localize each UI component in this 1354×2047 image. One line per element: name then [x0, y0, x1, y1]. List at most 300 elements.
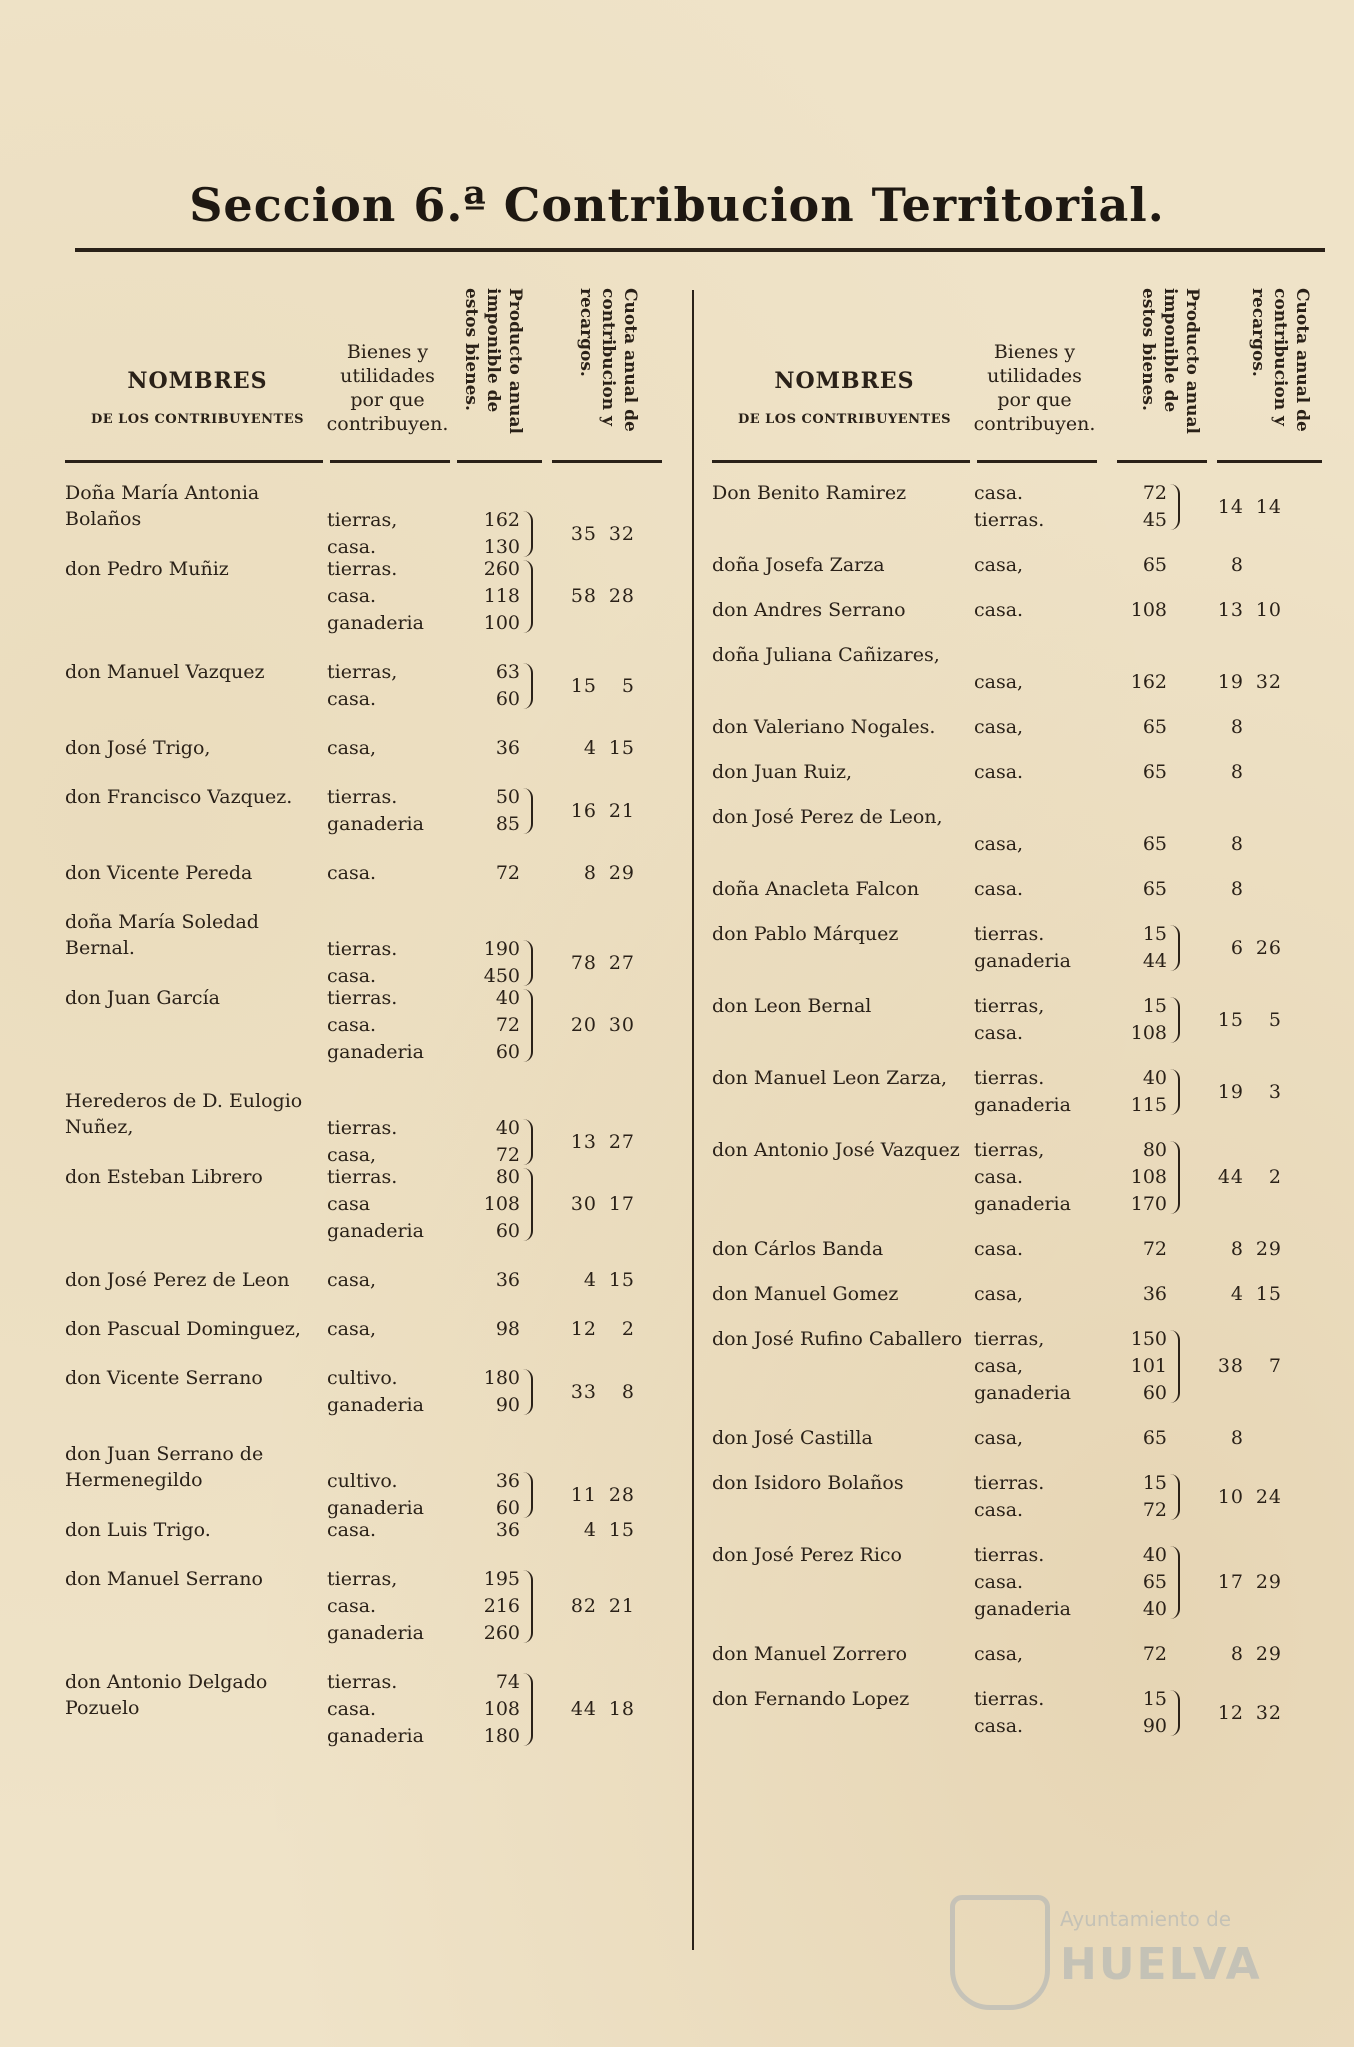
left-column	[65, 280, 677, 1980]
title-rule	[75, 248, 1325, 252]
goods-item: ganaderia	[327, 1220, 424, 1242]
cuota-reales: 8	[1230, 1238, 1244, 1260]
page-title: Seccion 6.ª Contribucion Territorial.	[189, 178, 1165, 232]
header-rule	[457, 460, 542, 463]
header-rule	[1117, 460, 1207, 463]
product-value: 45	[1142, 509, 1167, 531]
table-row	[65, 556, 677, 659]
product-values	[1112, 480, 1167, 534]
cuota-reales: 11	[570, 1483, 597, 1506]
cuota-maravedis: 26	[1255, 936, 1282, 959]
table-row	[712, 714, 1322, 759]
goods-item: tierras.	[327, 1166, 398, 1188]
header-rule	[712, 460, 970, 463]
table-row	[65, 1441, 677, 1517]
cuota-value	[1182, 494, 1282, 521]
goods-list	[974, 831, 1094, 858]
goods-item: tierras.	[327, 1671, 398, 1693]
contributor-name: don Andres Serrano	[712, 599, 906, 621]
product-values	[1112, 669, 1167, 696]
cuota-reales: 82	[570, 1595, 597, 1617]
contributor-name: don José Trigo,	[65, 737, 211, 759]
goods-item: tierras,	[327, 661, 398, 683]
goods-item: casa,	[327, 737, 377, 759]
product-value: 40	[1142, 1067, 1167, 1089]
product-value: 108	[1130, 1166, 1167, 1188]
goods-list	[974, 876, 1094, 903]
goods-item: ganaderia	[327, 612, 424, 634]
watermark-line1: Ayuntamiento de	[1060, 1907, 1232, 1931]
contributor-name: don Manuel Serrano	[65, 1568, 263, 1590]
table-row	[712, 804, 1322, 876]
brace	[1170, 1330, 1180, 1403]
cuota-maravedis: 29	[1255, 1238, 1282, 1260]
product-value: 162	[483, 509, 520, 531]
goods-list	[327, 860, 447, 887]
product-values	[465, 985, 520, 1066]
goods-item: casa.	[327, 965, 377, 987]
header-names-title: NOMBRES	[774, 368, 915, 394]
cuota-reales: 8	[1230, 761, 1244, 783]
goods-item: ganaderia	[327, 1497, 424, 1519]
cuota-reales: 14	[1217, 495, 1244, 518]
product-value: 50	[495, 786, 520, 808]
goods-item: ganaderia	[974, 1382, 1071, 1404]
cuota-value	[1182, 1425, 1282, 1452]
product-values	[465, 1316, 520, 1343]
brace	[523, 1119, 533, 1165]
cuota-value	[1182, 1484, 1282, 1511]
cuota-maravedis: 32	[608, 522, 635, 545]
cuota-reales: 20	[570, 1014, 597, 1036]
right-header	[712, 280, 1322, 470]
product-values	[465, 507, 520, 561]
goods-list	[974, 1281, 1094, 1308]
watermark	[950, 1895, 1270, 2005]
contributor-name: don Manuel Gomez	[712, 1283, 899, 1305]
cuota-value	[535, 1517, 635, 1544]
cuota-maravedis: 7	[1268, 1355, 1282, 1377]
header-names-sub: DE LOS CONTRIBUYENTES	[90, 412, 305, 427]
goods-item: cultivo.	[327, 1367, 398, 1389]
cuota-value	[535, 1593, 635, 1620]
goods-item: tierras,	[974, 995, 1045, 1017]
goods-item: tierras.	[974, 1067, 1045, 1089]
cuota-maravedis: 21	[608, 799, 635, 822]
goods-list	[327, 1365, 447, 1419]
product-values	[465, 936, 520, 990]
goods-item: casa.	[974, 1022, 1024, 1044]
product-values	[1112, 921, 1167, 975]
product-value: 72	[495, 862, 520, 884]
brace	[523, 1168, 533, 1241]
table-row	[712, 1686, 1322, 1758]
table-row	[65, 985, 677, 1088]
product-value: 36	[495, 1519, 520, 1541]
goods-item: casa,	[974, 1283, 1024, 1305]
header-rule	[65, 460, 323, 463]
goods-item: casa.	[974, 1166, 1024, 1188]
goods-list	[974, 921, 1094, 975]
product-value: 85	[495, 813, 520, 835]
product-value: 40	[495, 987, 520, 1009]
column-divider	[692, 290, 694, 1950]
cuota-reales: 8	[1230, 716, 1244, 738]
cuota-maravedis: 15	[608, 737, 635, 759]
header-rule	[552, 460, 662, 463]
cuota-value	[1182, 1700, 1282, 1727]
cuota-maravedis: 2	[1268, 1166, 1282, 1188]
table-row	[712, 1326, 1322, 1425]
product-values	[465, 659, 520, 713]
cuota-maravedis: 32	[1255, 1701, 1282, 1724]
goods-item: tierras.	[327, 786, 398, 808]
cuota-value	[1182, 935, 1282, 962]
goods-list	[327, 735, 447, 762]
brace	[1170, 925, 1180, 971]
city-seal-icon	[950, 1895, 1050, 2010]
cuota-maravedis: 28	[608, 1483, 635, 1506]
goods-item: ganaderia	[327, 813, 424, 835]
contributor-name: don José Rufino Caballero	[712, 1328, 963, 1350]
goods-list	[327, 1669, 447, 1750]
goods-item: casa,	[974, 833, 1024, 855]
header-goods: Bienes y utilidades por que contribuyen.	[326, 341, 449, 435]
goods-list	[974, 759, 1094, 786]
cuota-maravedis: 28	[608, 585, 635, 607]
brace	[1170, 484, 1180, 530]
goods-item: ganaderia	[327, 1622, 424, 1644]
product-value: 65	[1142, 878, 1167, 900]
cuota-maravedis: 8	[621, 1380, 635, 1403]
goods-list	[974, 1686, 1094, 1740]
goods-list	[974, 1137, 1094, 1218]
contributor-name: don Isidoro Bolaños	[712, 1472, 904, 1494]
goods-list	[974, 1542, 1094, 1623]
goods-item: casa,	[974, 1427, 1024, 1449]
table-row	[712, 1065, 1322, 1137]
cuota-maravedis: 21	[608, 1595, 635, 1617]
goods-list	[327, 1115, 447, 1169]
goods-list	[327, 1316, 447, 1343]
product-value: 115	[1130, 1094, 1167, 1116]
goods-list	[327, 1517, 447, 1544]
table-row	[65, 659, 677, 735]
product-value: 72	[495, 1144, 520, 1166]
product-value: 72	[495, 1014, 520, 1036]
header-names	[712, 368, 977, 427]
contributor-name: doña Juliana Cañizares,	[712, 644, 940, 666]
goods-list	[974, 1065, 1094, 1119]
table-row	[712, 1281, 1322, 1326]
contributor-name: don Vicente Serrano	[65, 1367, 263, 1389]
product-value: 170	[1130, 1193, 1167, 1215]
goods-item: tierras,	[974, 1328, 1045, 1350]
table-row	[712, 480, 1322, 552]
product-value: 65	[1142, 716, 1167, 738]
product-value: 108	[483, 1698, 520, 1720]
cuota-value	[535, 1316, 635, 1343]
goods-list	[974, 1425, 1094, 1452]
cuota-value	[535, 1696, 635, 1723]
cuota-value	[1182, 1079, 1282, 1106]
product-values	[465, 1566, 520, 1647]
goods-item: casa.	[974, 1571, 1024, 1593]
contributor-name: don José Perez Rico	[712, 1544, 902, 1566]
goods-item: casa.	[327, 1014, 377, 1036]
table-row	[712, 993, 1322, 1065]
table-row	[65, 1267, 677, 1316]
contributor-name: don Vicente Pereda	[65, 862, 253, 884]
product-values	[1112, 1470, 1167, 1524]
left-header	[65, 280, 677, 470]
header-cuota: Cuota anual de contribucion y recargos.	[1248, 288, 1312, 432]
product-values	[1112, 1542, 1167, 1623]
product-values	[1112, 1236, 1167, 1263]
product-values	[1112, 1137, 1167, 1218]
product-value: 118	[483, 585, 520, 607]
table-row	[712, 876, 1322, 921]
goods-item: casa.	[327, 688, 377, 710]
goods-list	[974, 993, 1094, 1047]
product-value: 36	[495, 737, 520, 759]
product-value: 108	[483, 1193, 520, 1215]
product-value: 450	[483, 965, 520, 987]
header-names	[65, 368, 330, 427]
goods-list	[327, 507, 447, 561]
table-row	[65, 784, 677, 860]
goods-item: tierras.	[974, 923, 1045, 945]
goods-item: casa,	[974, 671, 1024, 693]
cuota-maravedis: 30	[608, 1014, 635, 1036]
product-value: 72	[1142, 1238, 1167, 1260]
goods-list	[974, 597, 1094, 624]
goods-list	[327, 1164, 447, 1245]
cuota-reales: 35	[570, 522, 597, 545]
goods-item: tierras.	[974, 1688, 1045, 1710]
table-row	[65, 860, 677, 909]
cuota-value	[535, 1482, 635, 1509]
product-value: 90	[495, 1394, 520, 1416]
watermark-line2: HUELVA	[1060, 1939, 1262, 1990]
cuota-value	[1182, 669, 1282, 696]
product-value: 260	[483, 558, 520, 580]
brace	[1170, 1141, 1180, 1214]
goods-item: ganaderia	[327, 1041, 424, 1063]
header-names-sub: DE LOS CONTRIBUYENTES	[737, 412, 952, 427]
product-value: 190	[483, 938, 520, 960]
product-values	[465, 1517, 520, 1544]
product-value: 40	[495, 1117, 520, 1139]
cuota-value	[535, 1379, 635, 1406]
contributor-name: don Pascual Dominguez,	[65, 1318, 301, 1340]
brace	[1170, 997, 1180, 1043]
product-value: 72	[1142, 1643, 1167, 1665]
goods-list	[327, 985, 447, 1066]
brace	[1170, 1069, 1180, 1115]
goods-item: tierras.	[327, 987, 398, 1009]
brace	[523, 1673, 533, 1746]
cuota-reales: 10	[1217, 1485, 1244, 1508]
cuota-reales: 8	[1230, 554, 1244, 576]
product-value: 15	[1142, 923, 1167, 945]
goods-item: casa,	[974, 1355, 1024, 1377]
cuota-reales: 8	[583, 862, 597, 884]
product-value: 15	[1142, 1688, 1167, 1710]
goods-item: casa.	[327, 536, 377, 558]
goods-item: casa.	[327, 585, 377, 607]
header-goods: Bienes y utilidades por que contribuyen.	[973, 341, 1096, 435]
contributor-name: doña Josefa Zarza	[712, 554, 885, 576]
goods-item: tierras.	[327, 558, 398, 580]
contributor-name: Don Benito Ramirez	[712, 482, 907, 504]
goods-list	[327, 1267, 447, 1294]
goods-item: tierras,	[327, 509, 398, 531]
goods-item: ganaderia	[974, 1598, 1071, 1620]
brace	[523, 989, 533, 1062]
table-row	[65, 1517, 677, 1566]
goods-item: casa,	[327, 1318, 377, 1340]
product-value: 36	[495, 1470, 520, 1492]
cuota-reales: 78	[570, 951, 597, 974]
product-value: 130	[483, 536, 520, 558]
contributor-name: don Manuel Vazquez	[65, 661, 265, 683]
cuota-reales: 44	[1217, 1166, 1244, 1188]
product-value: 108	[1130, 1022, 1167, 1044]
product-values	[1112, 759, 1167, 786]
cuota-value	[535, 673, 635, 700]
cuota-value	[535, 950, 635, 977]
cuota-value	[1182, 1236, 1282, 1263]
cuota-value	[1182, 1569, 1282, 1596]
cuota-maravedis: 10	[1255, 599, 1282, 621]
product-values	[465, 735, 520, 762]
product-value: 180	[483, 1367, 520, 1389]
product-value: 40	[1142, 1598, 1167, 1620]
goods-item: casa.	[327, 862, 377, 884]
left-rows	[65, 480, 677, 1772]
product-value: 40	[1142, 1544, 1167, 1566]
product-values	[465, 860, 520, 887]
cuota-value	[1182, 552, 1282, 579]
product-values	[465, 1164, 520, 1245]
contributor-name: don José Perez de Leon	[65, 1269, 290, 1291]
cuota-value	[535, 860, 635, 887]
product-value: 216	[483, 1595, 520, 1617]
goods-item: casa,	[974, 716, 1024, 738]
goods-item: casa.	[974, 1715, 1024, 1737]
contributor-name: don José Perez de Leon,	[712, 806, 943, 828]
goods-list	[974, 669, 1094, 696]
cuota-reales: 8	[1230, 878, 1244, 900]
table-row	[712, 1236, 1322, 1281]
header-names-title: NOMBRES	[127, 368, 268, 394]
goods-list	[327, 936, 447, 990]
goods-item: casa.	[327, 1519, 377, 1541]
goods-item: tierras.	[974, 509, 1045, 531]
cuota-value	[1182, 876, 1282, 903]
table-row	[65, 909, 677, 985]
contributor-name: don Francisco Vazquez.	[65, 786, 293, 808]
contributor-name: don Antonio Delgado Pozuelo	[65, 1671, 268, 1719]
product-values	[1112, 597, 1167, 624]
product-value: 60	[495, 1220, 520, 1242]
goods-list	[974, 1470, 1094, 1524]
product-value: 80	[495, 1166, 520, 1188]
goods-item: casa,	[327, 1144, 377, 1166]
cuota-reales: 44	[570, 1698, 597, 1720]
goods-item: casa.	[327, 1698, 377, 1720]
cuota-reales: 4	[1230, 1283, 1244, 1305]
goods-item: casa	[327, 1193, 371, 1215]
contributor-name: doña María Soledad Bernal.	[65, 911, 259, 959]
contributor-name: don Juan García	[65, 987, 220, 1009]
goods-item: ganaderia	[974, 950, 1071, 972]
goods-item: casa,	[327, 1269, 377, 1291]
product-values	[465, 1267, 520, 1294]
table-row	[65, 735, 677, 784]
cuota-reales: 12	[1217, 1701, 1244, 1724]
cuota-reales: 8	[1230, 1427, 1244, 1449]
table-row	[712, 1641, 1322, 1686]
product-value: 260	[483, 1622, 520, 1644]
cuota-reales: 13	[1217, 599, 1244, 621]
cuota-maravedis: 29	[1255, 1643, 1282, 1665]
goods-item: tierras,	[974, 1139, 1045, 1161]
goods-list	[327, 556, 447, 637]
goods-item: casa.	[974, 1499, 1024, 1521]
cuota-maravedis: 2	[621, 1318, 635, 1340]
product-value: 36	[495, 1269, 520, 1291]
product-value: 74	[495, 1671, 520, 1693]
goods-list	[974, 714, 1094, 741]
product-values	[1112, 876, 1167, 903]
product-value: 162	[1130, 671, 1167, 693]
cuota-reales: 19	[1217, 671, 1244, 693]
header-product: Producto anual imponible de estos bienes.	[1138, 288, 1202, 434]
contributor-name: don Fernando Lopez	[712, 1688, 910, 1710]
cuota-reales: 13	[570, 1130, 597, 1153]
product-values	[1112, 831, 1167, 858]
goods-list	[327, 659, 447, 713]
contributor-name: don Luis Trigo.	[65, 1519, 211, 1541]
product-values	[1112, 1425, 1167, 1452]
product-value: 72	[1142, 1499, 1167, 1521]
right-rows	[712, 480, 1322, 1758]
goods-item: ganaderia	[974, 1193, 1071, 1215]
goods-list	[974, 1326, 1094, 1407]
cuota-reales: 19	[1217, 1080, 1244, 1103]
cuota-reales: 15	[1217, 1008, 1244, 1031]
product-values	[465, 1468, 520, 1522]
cuota-reales: 33	[570, 1380, 597, 1403]
cuota-value	[1182, 1641, 1282, 1668]
product-value: 90	[1142, 1715, 1167, 1737]
cuota-reales: 4	[583, 1269, 597, 1291]
product-value: 15	[1142, 1472, 1167, 1494]
table-row	[65, 1365, 677, 1441]
brace	[523, 560, 533, 633]
cuota-value	[1182, 1353, 1282, 1380]
product-values	[465, 1115, 520, 1169]
table-row	[712, 1470, 1322, 1542]
goods-list	[327, 1468, 447, 1522]
table-row	[65, 1316, 677, 1365]
goods-list	[974, 1641, 1094, 1668]
table-row	[712, 1542, 1322, 1641]
brace	[523, 1369, 533, 1415]
table-row	[65, 1164, 677, 1267]
